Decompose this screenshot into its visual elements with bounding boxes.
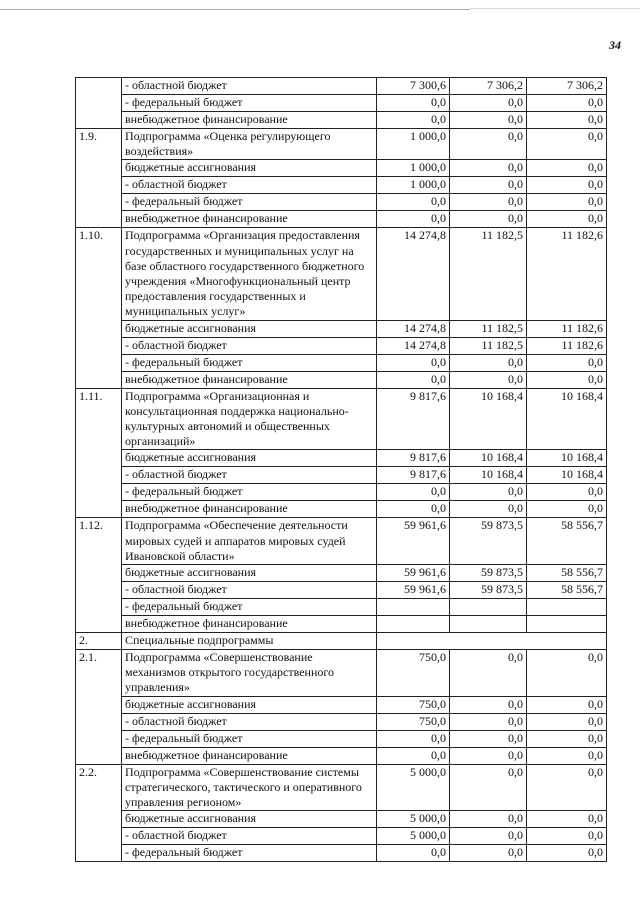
item-number: 2.2.: [76, 764, 122, 862]
amount-year-3: 10 168,4: [527, 467, 607, 484]
table-row: [76, 112, 607, 129]
subprogram-title: Подпрограмма «Организация предоставления государственных и муниципальных услуг на базе областного государственного бюджетного учреждения «Многофункциональный центр предоставления государственных и муниципальных услуг»: [122, 228, 377, 320]
table-row: [76, 616, 607, 633]
amount-year-1: 5 000,0: [377, 828, 450, 845]
amount-year-2: 7 306,2: [450, 78, 527, 95]
amount-year-2: 0,0: [450, 371, 527, 388]
amount-year-1: 14 274,8: [377, 337, 450, 354]
amount-year-3: 0,0: [527, 828, 607, 845]
subprogram-title: Подпрограмма «Совершенствование системы стратегического, тактического и оперативного управления регионом»: [122, 764, 377, 811]
item-number: 1.11.: [76, 388, 122, 518]
amount-year-3: 11 182,6: [527, 228, 607, 320]
funding-source-label: - федеральный бюджет: [122, 194, 377, 211]
page-number: 34: [609, 38, 621, 52]
amount-year-3: 10 168,4: [527, 450, 607, 467]
funding-source-label: бюджетные ассигнования: [122, 696, 377, 713]
table-row: [76, 845, 607, 862]
amount-year-2: 11 182,5: [450, 337, 527, 354]
funding-source-label: внебюджетное финансирование: [122, 211, 377, 228]
amount-year-1: [377, 599, 450, 616]
amount-year-2: 0,0: [450, 696, 527, 713]
amount-year-3: 0,0: [527, 811, 607, 828]
amount-year-1: 0,0: [377, 354, 450, 371]
amount-year-2: 0,0: [450, 354, 527, 371]
table-row: [76, 194, 607, 211]
amount-year-2: 0,0: [450, 484, 527, 501]
funding-source-label: - областной бюджет: [122, 582, 377, 599]
amount-year-2: 11 182,5: [450, 228, 527, 320]
amount-year-3: 0,0: [527, 129, 607, 160]
funding-source-label: - областной бюджет: [122, 337, 377, 354]
table-row: [76, 828, 607, 845]
table-row: [76, 320, 607, 337]
item-number: 1.10.: [76, 228, 122, 388]
amount-year-3: 58 556,7: [527, 565, 607, 582]
amount-year-1: 0,0: [377, 484, 450, 501]
amount-year-2: 0,0: [450, 160, 527, 177]
table-row: [76, 450, 607, 467]
funding-source-label: бюджетные ассигнования: [122, 450, 377, 467]
subprogram-title: Подпрограмма «Организационная и консультационная поддержка национально-культурных автономий и общественных организаций»: [122, 388, 377, 450]
amount-year-1: [377, 616, 450, 633]
amount-year-3: 58 556,7: [527, 518, 607, 565]
amount-year-2: 0,0: [450, 713, 527, 730]
budget-table: [75, 77, 607, 862]
funding-source-label: - областной бюджет: [122, 713, 377, 730]
item-number: 1.12.: [76, 518, 122, 633]
amount-year-2: 0,0: [450, 845, 527, 862]
amount-year-1: 1 000,0: [377, 129, 450, 160]
amount-year-3: [527, 616, 607, 633]
table-row: [76, 78, 607, 95]
table-row: [76, 177, 607, 194]
amount-year-1: 750,0: [377, 650, 450, 697]
empty-cell: [377, 633, 607, 650]
amount-year-2: 0,0: [450, 650, 527, 697]
amount-year-1: 750,0: [377, 713, 450, 730]
item-number: [76, 78, 122, 129]
funding-source-label: - областной бюджет: [122, 828, 377, 845]
table-row: [76, 650, 607, 697]
funding-source-label: бюджетные ассигнования: [122, 320, 377, 337]
amount-year-1: 14 274,8: [377, 320, 450, 337]
table-row: [76, 211, 607, 228]
amount-year-2: 0,0: [450, 194, 527, 211]
scan-artifact-line: [0, 9, 470, 10]
amount-year-3: 11 182,6: [527, 320, 607, 337]
amount-year-3: 58 556,7: [527, 582, 607, 599]
funding-source-label: - областной бюджет: [122, 177, 377, 194]
amount-year-1: 5 000,0: [377, 764, 450, 811]
item-number: 1.9.: [76, 129, 122, 228]
amount-year-2: [450, 599, 527, 616]
amount-year-3: 0,0: [527, 747, 607, 764]
funding-source-label: бюджетные ассигнования: [122, 565, 377, 582]
funding-source-label: внебюджетное финансирование: [122, 747, 377, 764]
table-row: [76, 484, 607, 501]
funding-source-label: - федеральный бюджет: [122, 730, 377, 747]
amount-year-1: 0,0: [377, 112, 450, 129]
scan-artifact-line: [470, 8, 640, 9]
amount-year-3: 0,0: [527, 696, 607, 713]
amount-year-3: 0,0: [527, 650, 607, 697]
amount-year-2: 0,0: [450, 811, 527, 828]
amount-year-2: 11 182,5: [450, 320, 527, 337]
amount-year-3: 11 182,6: [527, 337, 607, 354]
amount-year-3: 0,0: [527, 713, 607, 730]
amount-year-3: 0,0: [527, 112, 607, 129]
amount-year-3: 0,0: [527, 95, 607, 112]
amount-year-2: 0,0: [450, 95, 527, 112]
amount-year-2: 10 168,4: [450, 388, 527, 450]
funding-source-label: - федеральный бюджет: [122, 354, 377, 371]
funding-source-label: внебюджетное финансирование: [122, 112, 377, 129]
amount-year-2: 0,0: [450, 747, 527, 764]
table-row: [76, 747, 607, 764]
funding-source-label: внебюджетное финансирование: [122, 501, 377, 518]
table-row: [76, 713, 607, 730]
amount-year-2: 0,0: [450, 828, 527, 845]
funding-source-label: - федеральный бюджет: [122, 484, 377, 501]
table-row: [76, 388, 607, 450]
amount-year-1: 0,0: [377, 845, 450, 862]
amount-year-3: 0,0: [527, 194, 607, 211]
funding-source-label: внебюджетное финансирование: [122, 616, 377, 633]
amount-year-1: 0,0: [377, 194, 450, 211]
subprogram-title: Подпрограмма «Совершенствование механизмов открытого государственного управления»: [122, 650, 377, 697]
amount-year-3: 0,0: [527, 764, 607, 811]
amount-year-3: 0,0: [527, 354, 607, 371]
amount-year-3: 0,0: [527, 160, 607, 177]
amount-year-2: 0,0: [450, 501, 527, 518]
item-number: 2.1.: [76, 650, 122, 765]
amount-year-3: 0,0: [527, 211, 607, 228]
amount-year-3: 7 306,2: [527, 78, 607, 95]
amount-year-1: 14 274,8: [377, 228, 450, 320]
funding-source-label: - федеральный бюджет: [122, 95, 377, 112]
subprogram-title: Специальные подпрограммы: [122, 633, 377, 650]
item-number: 2.: [76, 633, 122, 650]
table-row: [76, 518, 607, 565]
amount-year-2: 0,0: [450, 112, 527, 129]
amount-year-1: 9 817,6: [377, 450, 450, 467]
amount-year-2: 59 873,5: [450, 565, 527, 582]
amount-year-3: 0,0: [527, 845, 607, 862]
table-row: [76, 337, 607, 354]
amount-year-1: 59 961,6: [377, 518, 450, 565]
amount-year-3: 0,0: [527, 484, 607, 501]
amount-year-3: 0,0: [527, 371, 607, 388]
amount-year-1: 0,0: [377, 747, 450, 764]
amount-year-3: 0,0: [527, 501, 607, 518]
amount-year-2: 59 873,5: [450, 518, 527, 565]
amount-year-1: 9 817,6: [377, 388, 450, 450]
table-row: [76, 811, 607, 828]
amount-year-2: 59 873,5: [450, 582, 527, 599]
subprogram-title: - областной бюджет: [122, 78, 377, 95]
table-row: [76, 160, 607, 177]
amount-year-1: 5 000,0: [377, 811, 450, 828]
funding-source-label: - федеральный бюджет: [122, 845, 377, 862]
amount-year-2: 0,0: [450, 211, 527, 228]
table-row: [76, 467, 607, 484]
amount-year-3: 0,0: [527, 177, 607, 194]
table-row: [76, 730, 607, 747]
subprogram-title: Подпрограмма «Обеспечение деятельности мировых судей и аппаратов мировых судей Ивановской области»: [122, 518, 377, 565]
table-row: [76, 565, 607, 582]
funding-source-label: бюджетные ассигнования: [122, 811, 377, 828]
amount-year-1: 9 817,6: [377, 467, 450, 484]
amount-year-1: 0,0: [377, 371, 450, 388]
amount-year-1: 59 961,6: [377, 565, 450, 582]
amount-year-2: 0,0: [450, 764, 527, 811]
amount-year-3: 0,0: [527, 730, 607, 747]
funding-source-label: внебюджетное финансирование: [122, 371, 377, 388]
amount-year-1: 0,0: [377, 95, 450, 112]
table-row: [76, 582, 607, 599]
amount-year-2: 10 168,4: [450, 450, 527, 467]
amount-year-1: 0,0: [377, 211, 450, 228]
amount-year-2: 10 168,4: [450, 467, 527, 484]
amount-year-3: [527, 599, 607, 616]
table-row: [76, 354, 607, 371]
amount-year-2: [450, 616, 527, 633]
funding-source-label: - областной бюджет: [122, 467, 377, 484]
amount-year-2: 0,0: [450, 730, 527, 747]
amount-year-3: 10 168,4: [527, 388, 607, 450]
table-row: [76, 371, 607, 388]
amount-year-1: 59 961,6: [377, 582, 450, 599]
amount-year-1: 1 000,0: [377, 177, 450, 194]
amount-year-2: 0,0: [450, 129, 527, 160]
amount-year-2: 0,0: [450, 177, 527, 194]
amount-year-1: 7 300,6: [377, 78, 450, 95]
funding-source-label: - федеральный бюджет: [122, 599, 377, 616]
table-row: [76, 599, 607, 616]
subprogram-title: Подпрограмма «Оценка регулирующего воздействия»: [122, 129, 377, 160]
table-row: [76, 501, 607, 518]
table-row: [76, 95, 607, 112]
table-row: [76, 129, 607, 160]
amount-year-1: 0,0: [377, 730, 450, 747]
funding-source-label: бюджетные ассигнования: [122, 160, 377, 177]
table-row: [76, 696, 607, 713]
amount-year-1: 750,0: [377, 696, 450, 713]
table-row: [76, 228, 607, 320]
table-row: [76, 764, 607, 811]
table-row: [76, 633, 607, 650]
amount-year-1: 0,0: [377, 501, 450, 518]
amount-year-1: 1 000,0: [377, 160, 450, 177]
